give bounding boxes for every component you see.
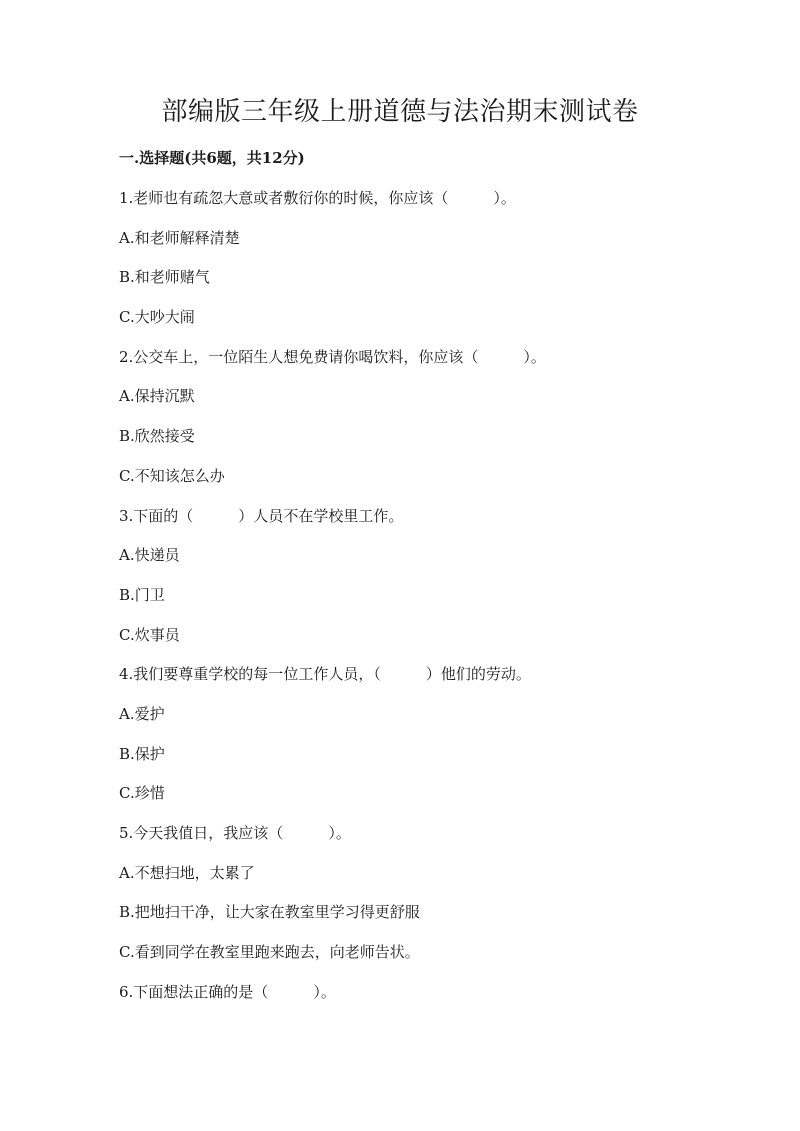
question-list [119,187,759,1020]
answer-option: B.保护 [119,744,165,763]
answer-option: A.快递员 [119,546,180,565]
question-stem: 6.下面想法正确的是（ ）。 [119,982,336,1001]
question-stem: 3.下面的（ ）人员不在学校里工作。 [119,506,404,525]
question-stem: 4.我们要尊重学校的每一位工作人员，（ ）他们的劳动。 [119,665,531,684]
answer-option: B.和老师赌气 [119,268,210,287]
exam-title: 部编版三年级上册道德与法治期末测试卷 [161,97,639,127]
section-heading: 一.选择题(共6题，共12分) [119,149,305,167]
question-stem: 2.公交车上，一位陌生人想免费请你喝饮料，你应该（ ）。 [119,347,546,366]
answer-option: C.不知该怎么办 [119,466,225,485]
question-stem: 1.老师也有疏忽大意或者敷衍你的时候，你应该（ ）。 [119,189,516,207]
answer-option: C.珍惜 [119,784,165,803]
answer-option: B.门卫 [119,585,165,604]
answer-option: A.和老师解释清楚 [119,228,240,247]
answer-option: B.把地扫干净，让大家在教室里学习得更舒服 [119,903,420,922]
answer-option: C.炊事员 [119,625,180,644]
answer-option: A.保持沉默 [119,387,195,406]
answer-option: A.不想扫地，太累了 [119,863,255,882]
answer-option: C.看到同学在教室里跑来跑去，向老师告状。 [119,943,420,962]
answer-option: A.爱护 [119,704,165,723]
answer-option: C.大吵大闹 [119,308,195,327]
question-stem: 5.今天我值日，我应该（ ）。 [119,824,351,842]
answer-option: B.欣然接受 [119,427,195,446]
